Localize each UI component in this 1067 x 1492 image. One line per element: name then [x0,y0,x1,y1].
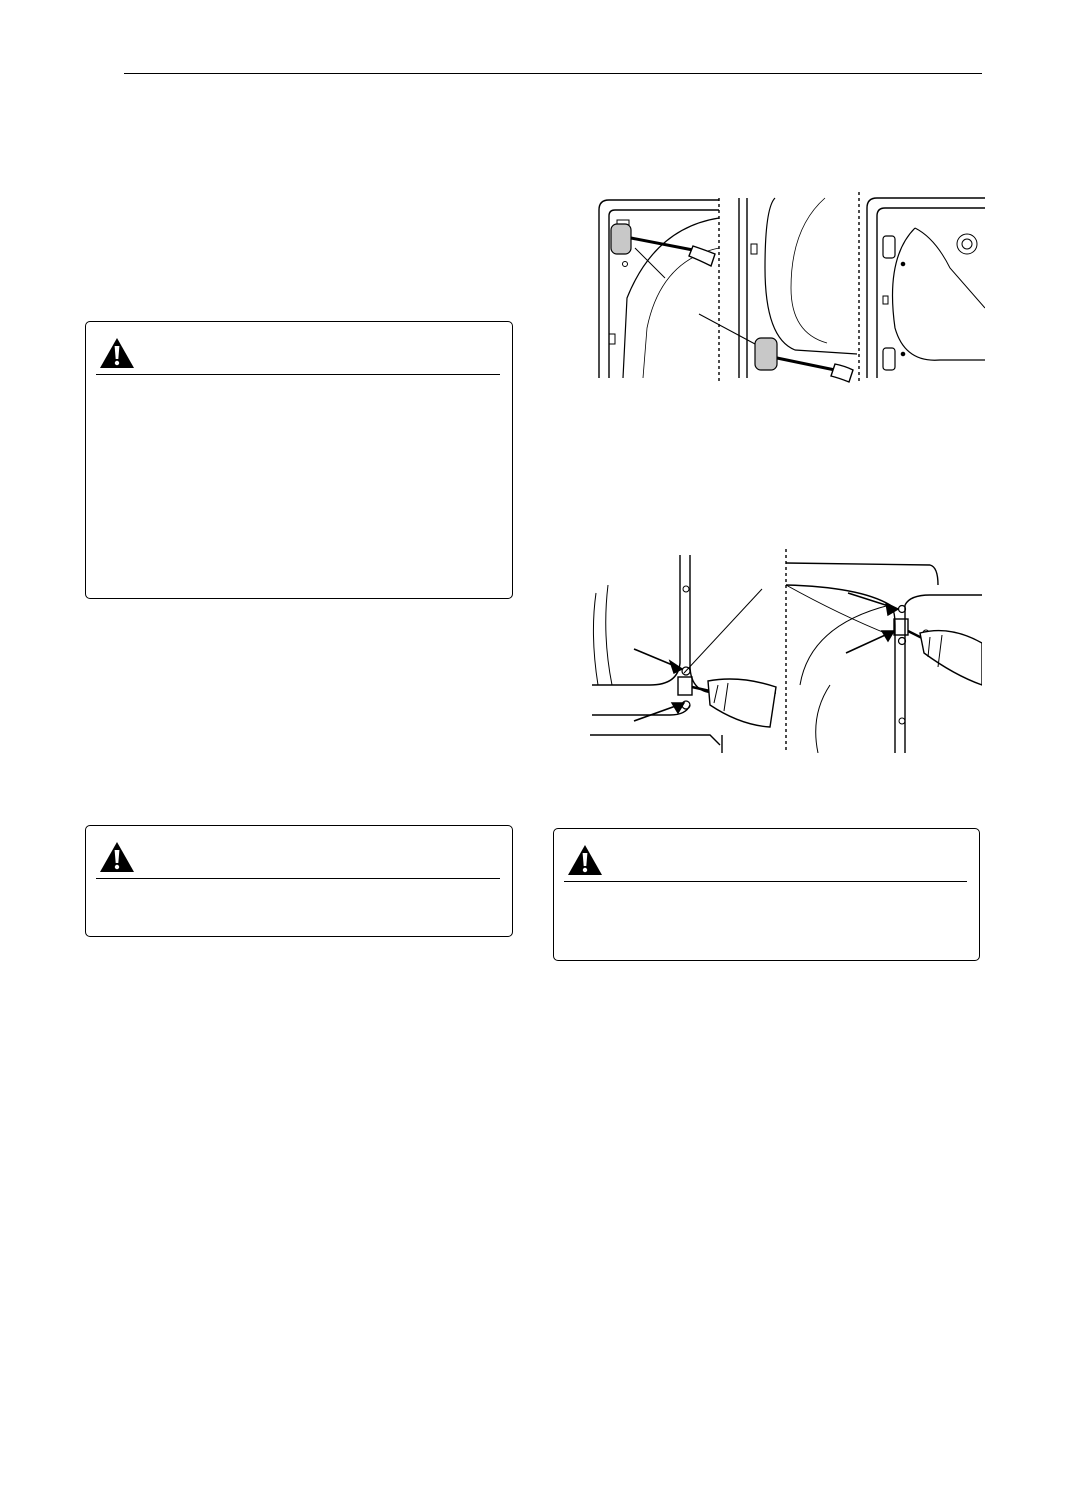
panel-right-dryer-front [867,198,985,378]
figure-hinge-screw-removal [590,545,982,753]
warning-triangle-icon [99,337,135,369]
warning-triangle-icon [99,841,135,873]
panel-lower-hinge-view [590,555,776,753]
warning-box-2 [85,825,513,937]
figure-door-hinge-cover-removal [595,188,985,384]
power-drill-icon [692,679,776,727]
header-rule [124,73,982,74]
arrow-marker [886,603,898,615]
warning-header [96,838,500,879]
screwdriver-pry-icon [777,358,853,382]
screwdriver-pry-icon [631,238,715,266]
warning-header [96,334,500,375]
hinge-cover-highlight [755,338,777,370]
panel-upper-hinge-view [786,563,982,753]
panel-middle-door-edge [699,198,857,382]
warning-box-1 [85,321,513,599]
warning-box-3 [553,828,980,961]
warning-triangle-icon [567,844,603,876]
power-drill-icon [908,631,982,685]
hinge-cover-highlight [611,224,631,254]
warning-header [564,841,967,882]
panel-left-door-edge [599,200,719,378]
arrow-marker [672,703,684,713]
